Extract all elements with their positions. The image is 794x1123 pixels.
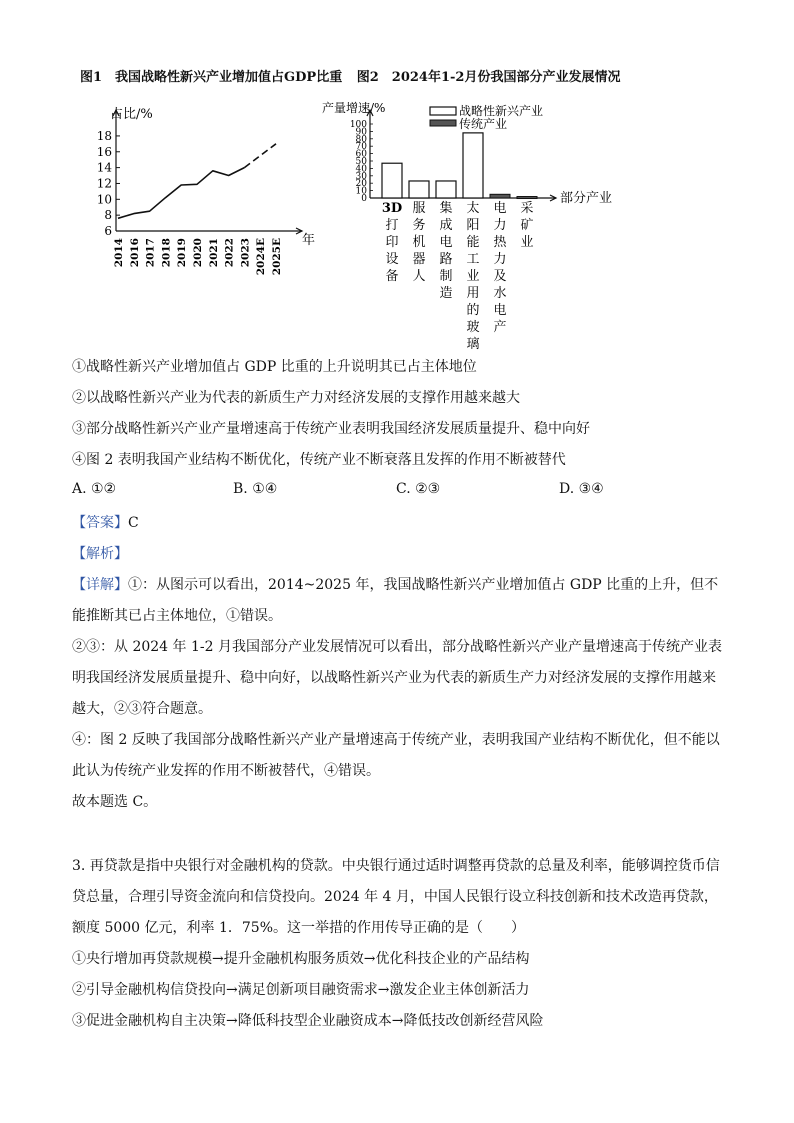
x-axis-label: 年 [302,233,316,248]
answer-options [72,481,722,503]
analysis-line [72,539,722,570]
bar-emerging [382,163,402,198]
y-tick-label: 40 [355,164,367,175]
series-line-estimated [244,144,276,168]
detail-1-text: ①：从图示可以看出，2014~2025 年，我国战略性新兴产业增加值占 GDP 比重的上升，但不能推断其已占主体地位，①错误。 [72,577,719,624]
question2-statements [72,352,722,476]
analysis-label: 【解析】 [72,546,128,562]
bar-emerging [436,181,456,198]
x-tick-label-char: 采 [520,201,534,216]
y-tick-label: 90 [355,127,367,138]
x-tick-label: 2017 [144,238,157,268]
y-tick-label: 16 [96,144,112,159]
x-tick-label-char: 能 [466,235,480,250]
x-tick-label-char: 力 [493,252,507,267]
answer-section [72,508,722,818]
bar-traditional [490,194,510,198]
x-tick-label: 2018 [160,238,173,268]
x-axis-label: 部分产业 [560,191,613,206]
x-tick-label-char: 用 [466,286,480,301]
x-tick-label-char: 的 [466,303,480,318]
x-tick-label-char: 电 [493,303,507,318]
answer-line [72,508,722,539]
y-tick-label: 10 [355,186,367,197]
x-tick-label-char: 电 [439,235,453,250]
figure-captions [80,66,630,85]
x-tick-label-char: 造 [439,286,453,301]
q3-statement-3: ③促进金融机构自主决策→降低科技型企业融资成本→降低技改创新经营风险 [72,1013,544,1029]
y-tick-label: 12 [96,176,112,191]
x-tick-label-char: 人 [412,269,426,284]
legend-label-traditional: 传统产业 [459,117,508,131]
x-tick-label-char: 工 [466,252,480,267]
conclusion-line: 故本题选 C。 [72,794,158,810]
bar-traditional [517,197,537,199]
y-tick-label: 10 [96,192,112,207]
x-tick-label-char: 及 [493,269,507,284]
question3 [72,851,722,1037]
y-tick-label: 50 [355,157,367,167]
x-tick-label-char: 热 [493,235,507,250]
detail-2-paragraph: ②③：从 2024 年 1-2 月我国部分产业发展情况可以看出，部分战略性新兴产业产量增速高于传统产业表明我国经济发展质量提升、稳中向好，以战略性新兴产业为代表的新质生产力对经济发展的支撑作用越来越大，②③符合题意。 [72,639,722,717]
x-tick-label-char: 太 [466,201,480,216]
x-tick-label-char: 阳 [466,218,480,233]
y-tick-label: 30 [355,171,367,182]
y-axis-label: 占比/% [110,107,153,122]
x-tick-label-char: 设 [385,252,399,267]
x-tick-label-char: 玻 [466,320,480,335]
answer-value: C [128,515,139,531]
x-tick-label-char: 产 [493,320,507,335]
option-c: C. ②③ [396,481,441,497]
detail-3-paragraph: ④：图 2 反映了我国部分战略性新兴产业产量增速高于传统产业，表明我国产业结构不断优化，但不能以此认为传统产业发挥的作用不断被替代，④错误。 [72,732,720,779]
y-tick-label: 8 [104,208,112,223]
detail-1-paragraph [72,570,722,632]
x-tick-label-char: 成 [439,218,453,233]
statement-2: ②以战略性新兴产业为代表的新质生产力对经济发展的支撑作用越来越大 [72,390,520,406]
y-tick-label: 60 [355,149,367,160]
series-line-actual [118,168,244,219]
statement-4: ④图 2 表明我国产业结构不断优化，传统产业不断衰落且发挥的作用不断被替代 [72,452,566,468]
y-tick-label: 0 [361,194,367,204]
bar-chart-svg [320,98,630,358]
y-tick-label: 18 [96,128,112,143]
x-tick-label-char: 集 [439,201,453,216]
x-tick-label-char: 制 [439,269,453,284]
x-tick-label-char: 力 [493,218,507,233]
x-tick-label-char: 路 [439,252,453,267]
y-tick-label: 14 [96,160,112,175]
statement-1: ①战略性新兴产业增加值占 GDP 比重的上升说明其已占主体地位 [72,359,477,375]
answer-label: 【答案】 [72,515,128,531]
x-tick-label: 2023 [239,238,252,268]
x-tick-label-char: 备 [385,269,399,284]
x-tick-label-char: 服 [412,201,426,216]
fig2-caption: 图2 2024年1-2月份我国部分产业发展情况 [356,70,621,85]
x-tick-label-char: 电 [493,201,507,216]
x-tick-label-char: 矿 [520,218,534,233]
y-tick-label: 70 [355,142,367,153]
y-tick-label: 80 [355,134,367,145]
x-tick-label: 2021 [207,238,220,268]
option-b: B. ①④ [233,481,278,497]
option-d: D. ③④ [559,481,604,497]
x-tick-label: 2022 [223,238,236,268]
detail-label: 【详解】 [72,577,128,593]
x-tick-label: 2019 [176,238,189,268]
option-a: A. ①② [72,481,117,497]
x-tick-label: 2024E [255,238,268,276]
y-tick-label: 100 [349,120,367,130]
x-tick-label: 2025E [271,238,283,276]
legend-swatch-traditional [430,120,456,126]
y-tick-label: 6 [104,224,112,238]
figure-2-bar-chart [320,98,630,358]
x-tick-label-char: 务 [412,218,426,233]
x-tick-label-char: 水 [493,286,507,301]
x-tick-label-char: 印 [385,235,399,250]
bar-emerging [409,181,429,198]
statement-3: ③部分战略性新兴产业产量增速高于传统产业表明我国经济发展质量提升、稳中向好 [72,421,590,437]
x-tick-label-char: 业 [520,235,534,250]
figure-1-line-chart [80,98,316,358]
legend-swatch-emerging [430,107,456,115]
q3-statement-2: ②引导金融机构信贷投向→满足创新项目融资需求→激发企业主体创新活力 [72,982,530,998]
bar-emerging [463,133,483,198]
legend-label-emerging: 战略性新兴产业 [459,104,544,118]
x-tick-label-char: 器 [412,252,426,267]
q3-statement-1: ①央行增加再贷款规模→提升金融机构服务质效→优化科技企业的产品结构 [72,951,530,967]
x-tick-label-char: 3D [381,201,403,216]
y-tick-label: 20 [355,179,367,190]
question3-stem: 3. 再贷款是指中央银行对金融机构的贷款。中央银行通过适时调整再贷款的总量及利率，能够调控货币信贷总量，合理引导资金流向和信贷投向。2024 年 4 月，中国人民银行设立科技创新和技术改造再贷款，额度 5000 亿元，利率 1．75%。这一举措的作用传导正确的是（ ） [72,858,720,936]
fig1-caption: 图1 我国战略性新兴产业增加值占GDP比重 [80,70,343,85]
x-tick-label-char: 打 [385,218,399,233]
x-tick-label-char: 机 [412,235,426,250]
y-axis-label: 产量增速/% [322,101,386,115]
x-tick-label: 2020 [192,238,204,268]
x-tick-label: 2014 [113,238,125,268]
x-tick-label-char: 业 [466,269,480,284]
x-tick-label: 2016 [128,238,141,268]
line-chart-svg [80,98,316,358]
x-tick-label-char: 璃 [466,337,480,352]
